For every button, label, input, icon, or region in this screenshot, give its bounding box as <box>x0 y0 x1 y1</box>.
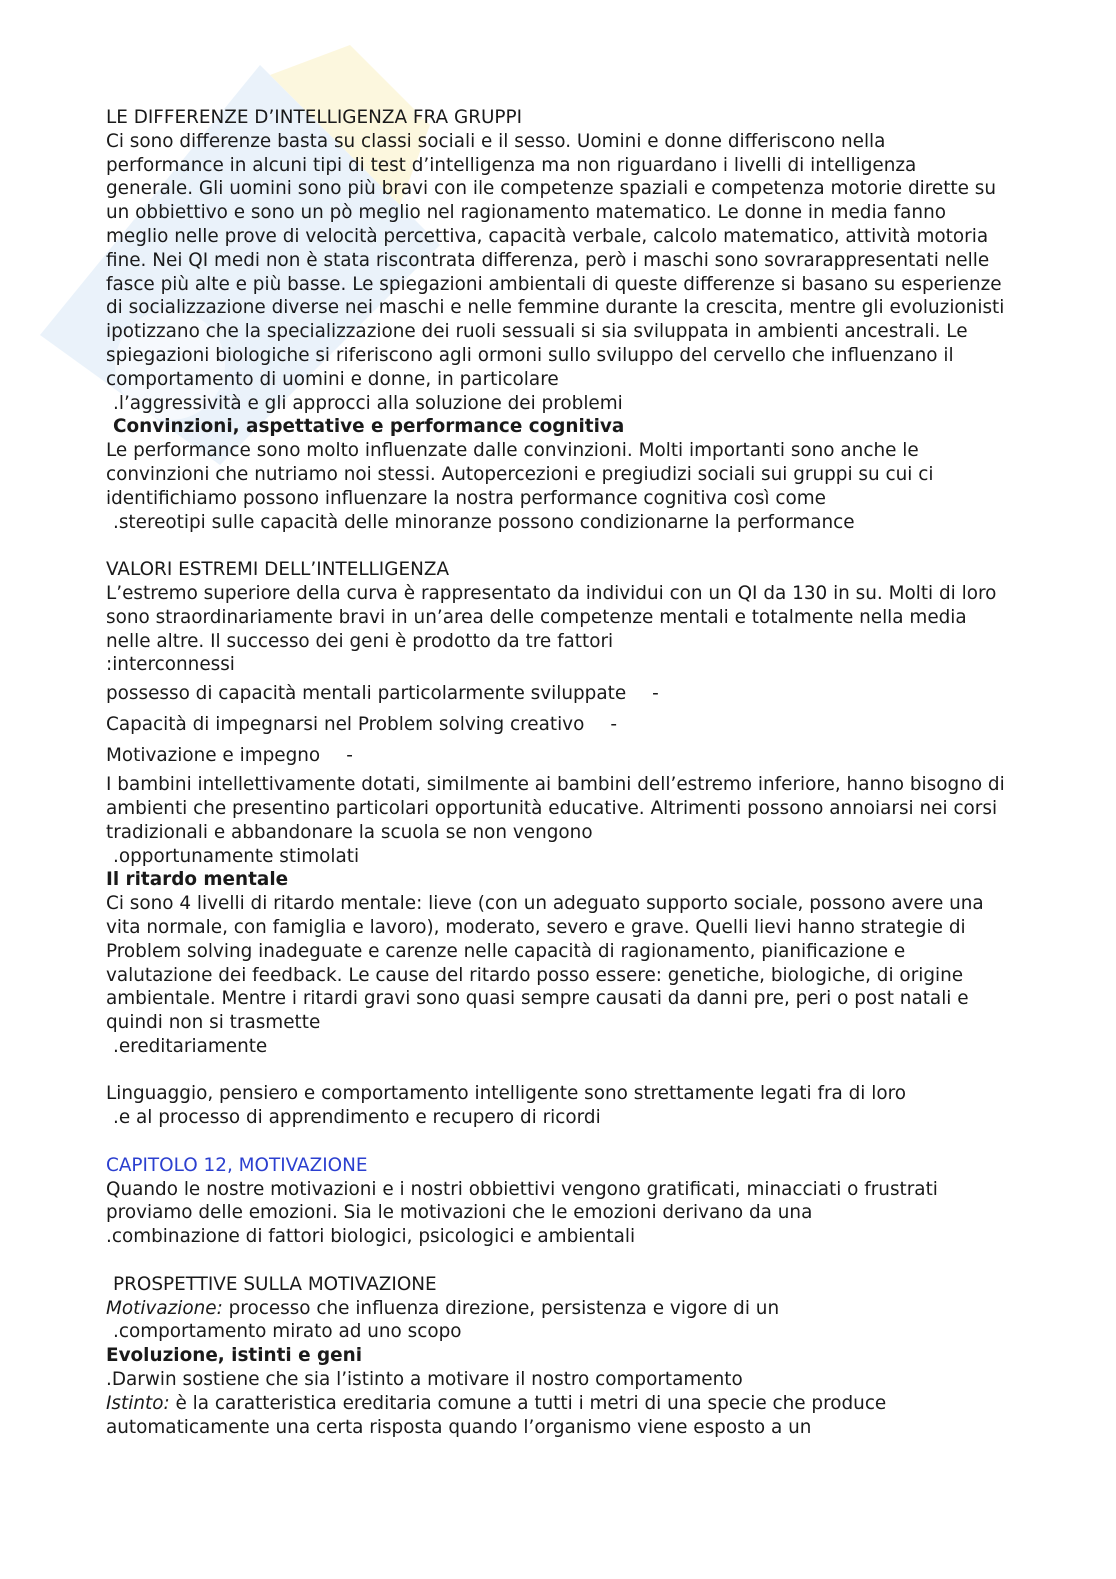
paragraph-ritardo-mentale: Ci sono 4 livelli di ritardo mentale: lieve (con un adeguato supporto sociale, possono avere una vita normale, con famiglia e lavoro), moderato, severo e grave. Quelli lievi hanno strategie di Problem solving inadeguate e carenze nelle capacità di ragionamento, pianificazione e valutazione dei feedback. Le cause del ritardo posso essere: genetiche, biologiche, di origine ambientale. Mentre i ritardi gravi sono quasi sempre causati da danni pre, peri o post natali e quindi non si trasmette <box>106 893 984 1034</box>
paragraph-convinzioni: Le performance sono molto influenzate dalle convinzioni. Molti importanti sono anche le convinzioni che nutriamo noi stessi. Autopercezioni e pregiudizi sociali sui gruppi su cui ci identifichiamo possono influenzare la nostra performance cognitiva così come <box>106 440 934 509</box>
list-item <box>106 711 1006 739</box>
section-title-convinzioni: Convinzioni, aspettative e performance cognitiva <box>113 416 625 438</box>
paragraph-bambini-dotati: I bambini intellettivamente dotati, similmente ai bambini dell’estremo inferiore, hanno bisogno di ambienti che presentino particolari opportunità educative. Altrimenti possono annoiarsi nei corsi tradizionali e abbandonare la scuola se non vengono <box>106 774 1005 843</box>
paragraph-motivazione-intro-end: .combinazione di fattori biologici, psicologici e ambientali <box>106 1226 636 1248</box>
dash-marker: - <box>652 683 659 705</box>
list-item <box>106 742 1006 770</box>
definition-motivazione-end: .comportamento mirato ad uno scopo <box>113 1321 462 1343</box>
definition-motivazione <box>106 1297 1006 1321</box>
paragraph-bambini-dotati-end: .opportunamente stimolati <box>113 845 360 867</box>
paragraph-valori-estremi: L’estremo superiore della curva è rappresentato da individui con un QI da 130 in su. Molti di loro sono straordinariamente bravi in un’area delle competenze mentali e totalmente nella media nelle altre. Il successo dei geni è prodotto da tre fattori <box>106 582 997 652</box>
list-item-text: Capacità di impegnarsi nel Problem solving creativo <box>106 714 585 736</box>
subsection-title-evoluzione: Evoluzione, istinti e geni <box>106 1345 363 1367</box>
definition-text: processo che influenza direzione, persistenza e vigore di un <box>222 1297 780 1319</box>
document-page <box>106 106 1006 1439</box>
paragraph-convinzioni-end: .stereotipi sulle capacità delle minoranze possono condizionarne la performance <box>113 511 855 533</box>
section-title-valori-estremi: VALORI ESTREMI DELL’INTELLIGENZA <box>106 559 450 581</box>
dash-marker: - <box>610 714 617 736</box>
paragraph-differenze: Ci sono differenze basta su classi sociali e il sesso. Uomini e donne differiscono nella performance in alcuni tipi di test d’intelligenza ma non riguardano i livelli di intelligenza generale. Gli uomini sono più bravi con ile competenze spaziali e competenza motorie dirette su un obbiettivo e sono un pò meglio nel ragionamento matematico. Le donne in media fanno meglio nelle prove di velocità percettiva, capacità verbale, calcolo matematico, attività motoria fine. Nei QI medi non è stata riscontrata differenza, però i maschi sono sovrarappresentati nelle fasce più alte e più basse. Le spiegazioni ambientali di queste differenze si basano su esperienze di socializzazione diverse nei maschi e nelle femmine durante la crescita, mentre gli evoluzionisti ipotizzano che la specializzazione dei ruoli sessuali si sia sviluppata in ambienti ancestrali. Le spiegazioni biologiche si riferiscono agli ormoni sullo sviluppo del cervello che influenzano il comportamento di uomini e donne, in particolare <box>106 130 1005 390</box>
paragraph-linguaggio: Linguaggio, pensiero e comportamento intelligente sono strettamente legati fra di loro <box>106 1083 907 1105</box>
paragraph-ritardo-mentale-end: .ereditariamente <box>113 1035 268 1057</box>
section-title-prospettive: PROSPETTIVE SULLA MOTIVAZIONE <box>113 1273 437 1295</box>
list-item-text: possesso di capacità mentali particolarmente sviluppate <box>106 683 627 705</box>
list-item-text: Motivazione e impegno <box>106 745 321 767</box>
section-title-ritardo-mentale: Il ritardo mentale <box>106 869 289 891</box>
paragraph-valori-estremi-end: :interconnessi <box>106 654 235 676</box>
paragraph-darwin: .Darwin sostiene che sia l’istinto a motivare il nostro comportamento <box>106 1369 743 1391</box>
definition-istinto <box>106 1392 1006 1440</box>
paragraph-linguaggio-end: .e al processo di apprendimento e recupero di ricordi <box>113 1107 601 1129</box>
definition-text: è la caratteristica ereditaria comune a tutti i metri di una specie che produce automaticamente una certa risposta quando l’organismo viene esposto a un <box>106 1392 887 1438</box>
list-item <box>106 680 1006 708</box>
term-motivazione: Motivazione: <box>106 1297 223 1319</box>
chapter-title-motivazione: CAPITOLO 12, MOTIVAZIONE <box>106 1154 368 1176</box>
dash-marker: - <box>346 745 353 767</box>
term-istinto: Istinto: <box>106 1392 170 1414</box>
paragraph-differenze-end: .l’aggressività e gli approcci alla soluzione dei problemi <box>113 392 623 414</box>
section-title-differenze: LE DIFFERENZE D’INTELLIGENZA FRA GRUPPI <box>106 107 523 128</box>
paragraph-motivazione-intro: Quando le nostre motivazioni e i nostri obbiettivi vengono gratificati, minacciati o frustrati proviamo delle emozioni. Sia le motivazioni che le emozioni derivano da una <box>106 1178 938 1224</box>
